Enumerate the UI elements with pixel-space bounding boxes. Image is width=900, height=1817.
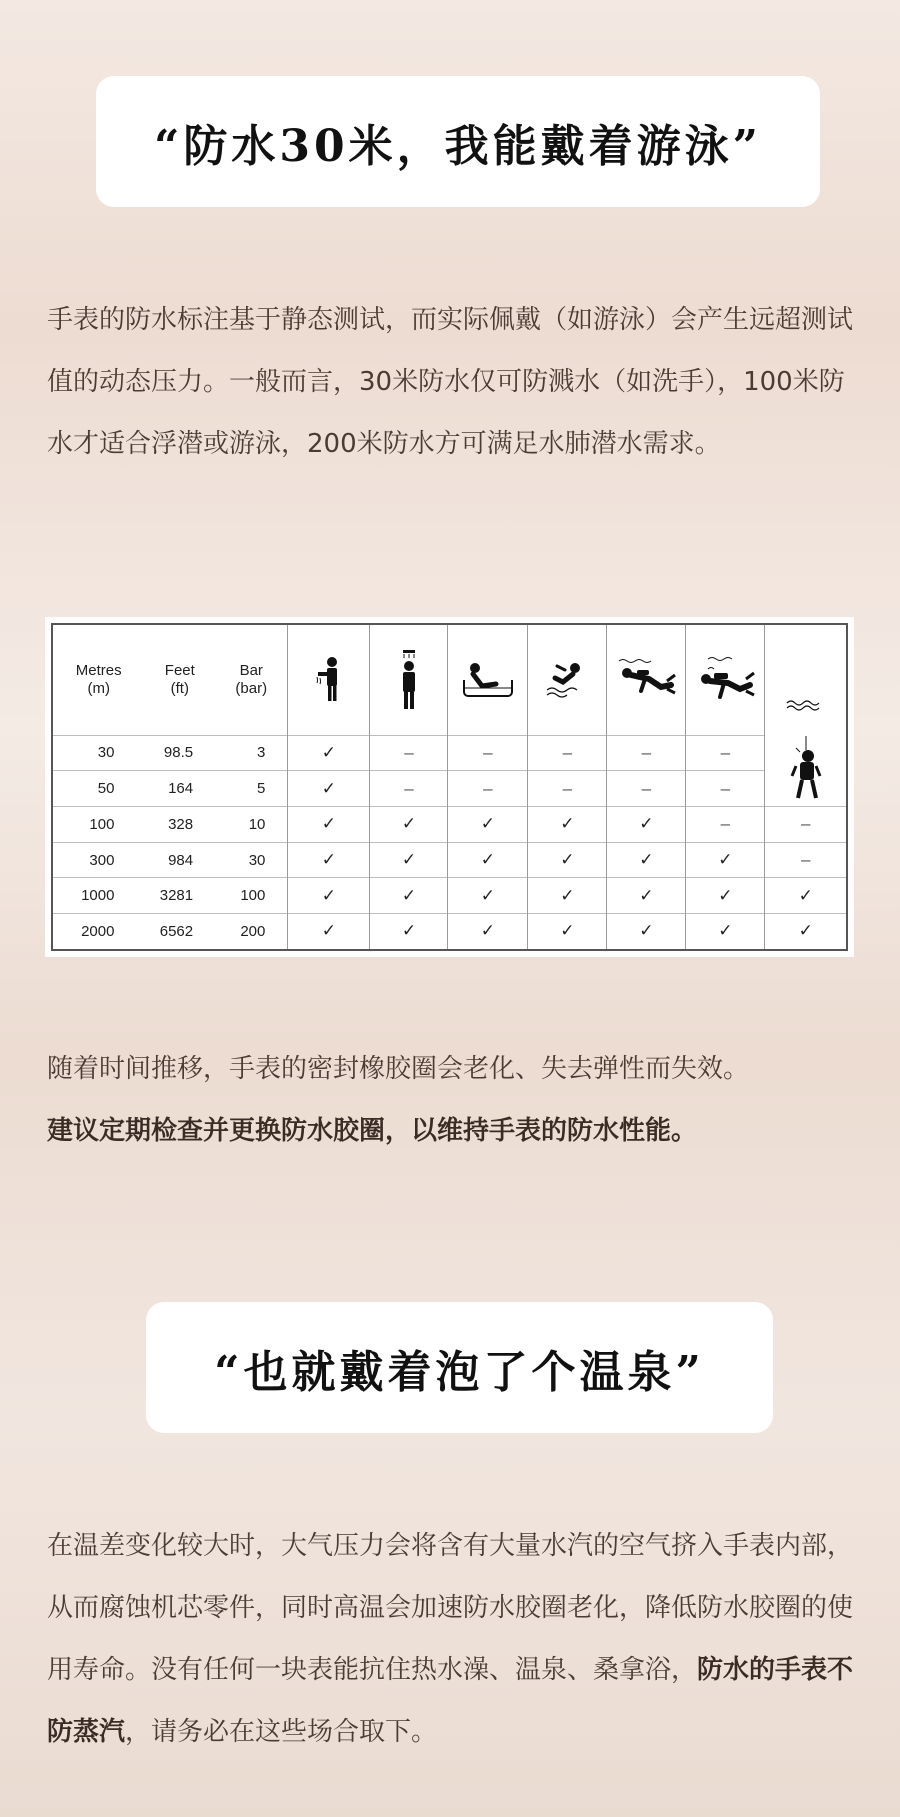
table-row bbox=[53, 735, 846, 771]
rating-mark: – bbox=[528, 735, 607, 771]
rating-mark: – bbox=[607, 735, 686, 771]
saturation-diver-header bbox=[765, 625, 846, 735]
maintenance-advice: 建议定期检查并更换防水胶圈，以维持手表的防水性能。 bbox=[47, 1116, 698, 1146]
rating-mark: ✓ bbox=[607, 842, 686, 878]
rating-mark: – bbox=[686, 807, 765, 843]
rating-mark: – bbox=[686, 735, 765, 771]
saturation-diver-icon bbox=[765, 735, 846, 807]
bar-header bbox=[215, 625, 288, 735]
rating-mark: ✓ bbox=[607, 807, 686, 843]
rating-mark: – bbox=[370, 735, 448, 771]
table-row bbox=[53, 878, 846, 914]
rating-mark: ✓ bbox=[288, 913, 370, 949]
table-row bbox=[53, 913, 846, 949]
metres-cell: 300 bbox=[53, 842, 144, 878]
feet-unit: (ft) bbox=[170, 679, 189, 697]
rating-mark: ✓ bbox=[528, 913, 607, 949]
rating-mark: – bbox=[686, 771, 765, 807]
rating-mark: ✓ bbox=[686, 913, 765, 949]
metres-cell: 1000 bbox=[53, 878, 144, 914]
table-row bbox=[53, 807, 846, 843]
rating-mark: ✓ bbox=[528, 807, 607, 843]
bar-cell: 10 bbox=[215, 807, 288, 843]
scuba-icon bbox=[686, 625, 765, 735]
rating-mark: – bbox=[448, 771, 528, 807]
bath-icon bbox=[448, 625, 528, 735]
bar-cell: 200 bbox=[215, 913, 288, 949]
maintenance-text: 随着时间推移，手表的密封橡胶圈会老化、失去弹性而失效。 bbox=[47, 1054, 750, 1084]
hot-spring-tail: ，请务必在这些场合取下。 bbox=[125, 1717, 438, 1747]
rating-mark: – bbox=[448, 735, 528, 771]
bar-cell: 5 bbox=[215, 771, 288, 807]
rating-mark: ✓ bbox=[288, 771, 370, 807]
bar-unit: (bar) bbox=[235, 679, 268, 697]
rating-mark: ✓ bbox=[607, 913, 686, 949]
table-body bbox=[53, 735, 846, 949]
body-paragraph: 手表的防水标注基于静态测试，而实际佩戴（如游泳）会产生远超测试值的动态压力。一般而言，30米防水仅可防溅水（如洗手），100米防水才适合浮潜或游泳，200米防水方可满足水肺潜水需求。 bbox=[47, 305, 854, 459]
feet-cell: 6562 bbox=[144, 913, 215, 949]
snorkel-icon bbox=[607, 625, 686, 735]
rating-mark: ✓ bbox=[448, 913, 528, 949]
swim-dive-icon bbox=[528, 625, 607, 735]
bar-cell: 3 bbox=[215, 735, 288, 771]
rating-mark: ✓ bbox=[765, 878, 846, 914]
metres-cell: 2000 bbox=[53, 913, 144, 949]
section-title-2: “也就戴着泡了个温泉” bbox=[214, 1346, 705, 1398]
metres-cell: 50 bbox=[53, 771, 144, 807]
rating-mark: ✓ bbox=[370, 913, 448, 949]
feet-cell: 984 bbox=[144, 842, 215, 878]
rating-mark: ✓ bbox=[765, 913, 846, 949]
rating-mark: ✓ bbox=[288, 735, 370, 771]
shower-icon bbox=[370, 625, 448, 735]
table bbox=[53, 625, 846, 949]
handwash-icon bbox=[288, 625, 370, 735]
rating-mark: ✓ bbox=[448, 842, 528, 878]
metres-cell: 100 bbox=[53, 807, 144, 843]
bar-cell: 30 bbox=[215, 842, 288, 878]
feet-header bbox=[144, 625, 215, 735]
maintenance-paragraph bbox=[47, 1038, 855, 1162]
rating-mark: – bbox=[765, 842, 846, 878]
rating-mark: ✓ bbox=[448, 807, 528, 843]
table-header-row bbox=[53, 625, 846, 735]
rating-mark: ✓ bbox=[528, 878, 607, 914]
rating-mark: ✓ bbox=[370, 878, 448, 914]
rating-mark: ✓ bbox=[370, 842, 448, 878]
rating-mark: – bbox=[607, 771, 686, 807]
section-title-card bbox=[96, 76, 820, 207]
metres-label: Metres bbox=[75, 661, 122, 679]
feet-label: Feet bbox=[164, 661, 195, 679]
rating-mark: – bbox=[765, 807, 846, 843]
section-title: “防水30米，我能戴着游泳” bbox=[154, 120, 762, 172]
section-title-card-2 bbox=[146, 1302, 773, 1433]
bar-label: Bar bbox=[239, 661, 263, 679]
metres-header bbox=[53, 625, 144, 735]
rating-mark: ✓ bbox=[370, 807, 448, 843]
feet-cell: 98.5 bbox=[144, 735, 215, 771]
water-resistance-table bbox=[45, 617, 854, 957]
rating-mark: ✓ bbox=[288, 842, 370, 878]
metres-cell: 30 bbox=[53, 735, 144, 771]
rating-mark: ✓ bbox=[607, 878, 686, 914]
table-border bbox=[51, 623, 848, 951]
feet-cell: 328 bbox=[144, 807, 215, 843]
rating-mark: – bbox=[528, 771, 607, 807]
bar-cell: 100 bbox=[215, 878, 288, 914]
rating-mark: ✓ bbox=[288, 807, 370, 843]
rating-mark: – bbox=[370, 771, 448, 807]
rating-mark: ✓ bbox=[448, 878, 528, 914]
table-row bbox=[53, 842, 846, 878]
rating-mark: ✓ bbox=[686, 878, 765, 914]
hot-spring-text: 在温差变化较大时，大气压力会将含有大量水汽的空气挤入手表内部，从而腐蚀机芯零件，同时高温会加速防水胶圈老化，降低防水胶圈的使用寿命。没有任何一块表能抗住热水澡、温泉、桑拿浴， bbox=[47, 1531, 854, 1685]
rating-mark: ✓ bbox=[686, 842, 765, 878]
hot-spring-paragraph bbox=[47, 1515, 855, 1763]
rating-mark: ✓ bbox=[528, 842, 607, 878]
table-row bbox=[53, 771, 846, 807]
steam-warning: 防水的手表不防蒸汽 bbox=[47, 1655, 854, 1747]
metres-unit: (m) bbox=[87, 679, 110, 697]
feet-cell: 3281 bbox=[144, 878, 215, 914]
feet-cell: 164 bbox=[144, 771, 215, 807]
rating-mark: ✓ bbox=[288, 878, 370, 914]
